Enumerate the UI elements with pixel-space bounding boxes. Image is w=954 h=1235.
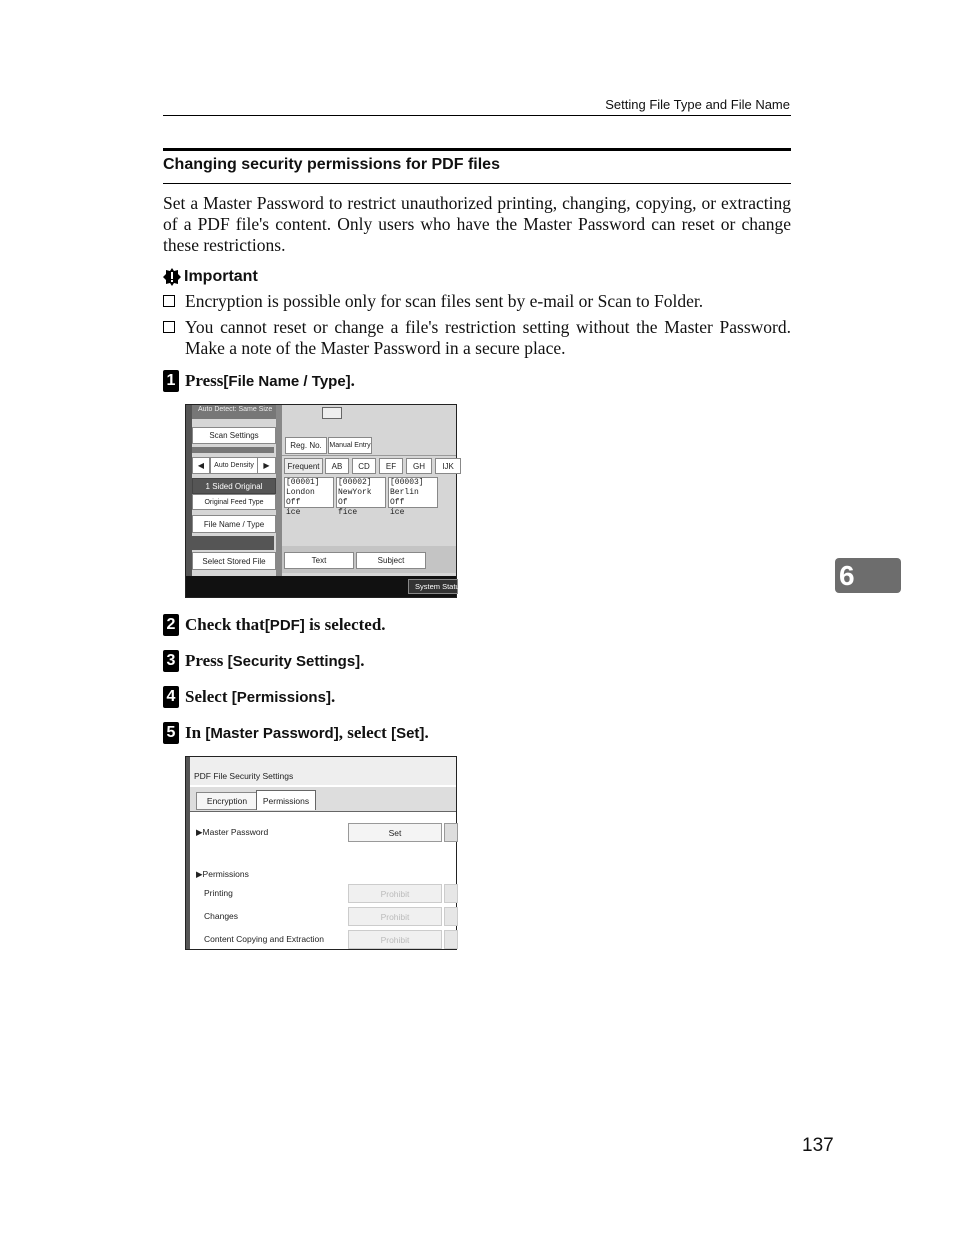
tab-ab[interactable]: AB bbox=[325, 458, 349, 474]
density-left-arrow-icon[interactable]: ◀ bbox=[192, 457, 210, 474]
adjacent-button[interactable] bbox=[444, 823, 458, 842]
destination-name: Berlin Off bbox=[390, 488, 419, 507]
destination-id: [00002] bbox=[338, 478, 372, 487]
master-password-label: ▶Master Password bbox=[196, 827, 269, 837]
important-item-text: You cannot reset or change a file's restriction setting without the Master Password. Make a note of the Master Password in a secure place. bbox=[185, 317, 791, 358]
section-rule-top bbox=[163, 148, 791, 151]
important-icon bbox=[163, 268, 181, 286]
changes-prohibit-button[interactable]: Prohibit bbox=[348, 907, 442, 926]
important-item-1 bbox=[163, 291, 791, 312]
destination-name: ice bbox=[390, 508, 405, 517]
tab-ijk[interactable]: IJK bbox=[435, 458, 461, 474]
destination-london[interactable] bbox=[284, 477, 334, 517]
auto-detect-label: Auto Detect: Same Size bbox=[198, 406, 273, 413]
destination-name: ice bbox=[286, 508, 301, 517]
content-copying-label: Content Copying and Extraction bbox=[204, 934, 325, 944]
auto-density-button[interactable]: Auto Density bbox=[210, 457, 258, 474]
step-key: [PDF] bbox=[264, 616, 305, 634]
printing-label: Printing bbox=[204, 888, 233, 898]
step-text: Press bbox=[185, 651, 228, 670]
step-key: [File Name / Type] bbox=[223, 372, 351, 390]
section-title: Changing security permissions for PDF files bbox=[163, 156, 500, 173]
destination-name: NewYork Of bbox=[338, 488, 372, 507]
step-text-mid: , select bbox=[338, 723, 392, 742]
printing-prohibit-button[interactable]: Prohibit bbox=[348, 884, 442, 903]
changes-adjacent-button[interactable] bbox=[444, 907, 458, 926]
dialog-title: PDF File Security Settings bbox=[194, 771, 294, 781]
scanner-icon bbox=[322, 407, 342, 419]
chapter-tab: 6 bbox=[835, 558, 901, 593]
tab-ef[interactable]: EF bbox=[379, 458, 403, 474]
important-item-2 bbox=[163, 317, 791, 359]
checkbox-icon bbox=[163, 295, 175, 307]
master-password-text: Master Password bbox=[202, 827, 269, 837]
scan-settings-button[interactable]: Scan Settings bbox=[192, 427, 276, 444]
step-4 bbox=[163, 686, 335, 708]
scanner-screen-2 bbox=[185, 756, 457, 950]
scanner-screen-1 bbox=[185, 404, 464, 598]
content-copying-prohibit-button[interactable]: Prohibit bbox=[348, 930, 442, 949]
manual-entry-button[interactable]: Manual Entry bbox=[328, 437, 372, 454]
step-text: Press bbox=[185, 371, 224, 390]
step-key: [Security Settings] bbox=[227, 652, 361, 670]
tab-cd[interactable]: CD bbox=[352, 458, 376, 474]
step-1 bbox=[163, 370, 355, 392]
step-number: 5 bbox=[163, 722, 179, 744]
destination-id: [00003] bbox=[390, 478, 424, 487]
destination-newyork[interactable] bbox=[336, 477, 386, 517]
original-feed-type-button[interactable]: Original Feed Type bbox=[192, 494, 276, 510]
select-stored-file-button[interactable]: Select Stored File bbox=[192, 552, 276, 570]
step-text-end: . bbox=[360, 651, 365, 670]
tab-gh[interactable]: GH bbox=[406, 458, 432, 474]
step-number: 2 bbox=[163, 614, 179, 636]
step-text: Select bbox=[185, 687, 232, 706]
important-item-text: Encryption is possible only for scan files sent by e-mail or Scan to Folder. bbox=[185, 291, 704, 311]
header-rule bbox=[163, 115, 791, 116]
one-sided-original-button[interactable]: 1 Sided Original bbox=[192, 478, 276, 494]
density-slider[interactable] bbox=[192, 447, 274, 453]
set-button[interactable]: Set bbox=[348, 823, 442, 842]
spacer-bar bbox=[192, 536, 274, 550]
file-name-type-button[interactable]: File Name / Type bbox=[192, 515, 276, 533]
permissions-label: ▶Permissions bbox=[196, 869, 249, 879]
tab-permissions[interactable]: Permissions bbox=[256, 790, 316, 810]
destination-name: London Off bbox=[286, 488, 315, 507]
step-key: [Master Password] bbox=[205, 724, 339, 742]
running-head: Setting File Type and File Name bbox=[605, 97, 790, 112]
changes-label: Changes bbox=[204, 911, 239, 921]
section-rule-bottom bbox=[163, 183, 791, 184]
step-text: In bbox=[185, 723, 206, 742]
step-text: Check that bbox=[185, 615, 265, 634]
step-text-end: . bbox=[350, 371, 355, 390]
important-heading bbox=[163, 268, 258, 286]
step-text-end: . bbox=[424, 723, 429, 742]
tab-frequent[interactable]: Frequent bbox=[284, 458, 323, 474]
printing-adjacent-button[interactable] bbox=[444, 884, 458, 903]
step-3 bbox=[163, 650, 364, 672]
step-number: 1 bbox=[163, 370, 179, 392]
step-text-end: is selected. bbox=[304, 615, 386, 634]
destination-id: [00001] bbox=[286, 478, 320, 487]
step-text-end: . bbox=[330, 687, 336, 706]
destination-berlin[interactable] bbox=[388, 477, 438, 517]
content-copying-adjacent-button[interactable] bbox=[444, 930, 458, 949]
checkbox-icon bbox=[163, 321, 175, 333]
reg-no-button[interactable]: Reg. No. bbox=[285, 437, 327, 454]
density-right-arrow-icon[interactable]: ▶ bbox=[257, 457, 276, 474]
important-label: Important bbox=[184, 268, 258, 285]
tab-encryption[interactable]: Encryption bbox=[196, 792, 258, 810]
destination-name: fice bbox=[338, 508, 358, 517]
page-number: 137 bbox=[802, 1135, 834, 1156]
step-5 bbox=[163, 722, 429, 744]
tab-rule bbox=[190, 811, 456, 812]
intro-paragraph: Set a Master Password to restrict unauthorized printing, changing, copying, or extracting of a PDF file's content. Only users who have the Master Password can reset or change these restrictions. bbox=[163, 193, 791, 255]
left-edge bbox=[186, 757, 190, 949]
step-key-2: [Set] bbox=[391, 724, 425, 742]
subject-button[interactable]: Subject bbox=[356, 552, 426, 569]
step-number: 3 bbox=[163, 650, 179, 672]
permissions-text: Permissions bbox=[202, 869, 249, 879]
system-status-button[interactable]: System Status bbox=[408, 579, 458, 594]
text-button[interactable]: Text bbox=[284, 552, 354, 569]
tab-rule bbox=[282, 455, 456, 456]
step-number: 4 bbox=[163, 686, 179, 708]
step-key: [Permissions] bbox=[231, 688, 331, 706]
step-2 bbox=[163, 614, 386, 636]
